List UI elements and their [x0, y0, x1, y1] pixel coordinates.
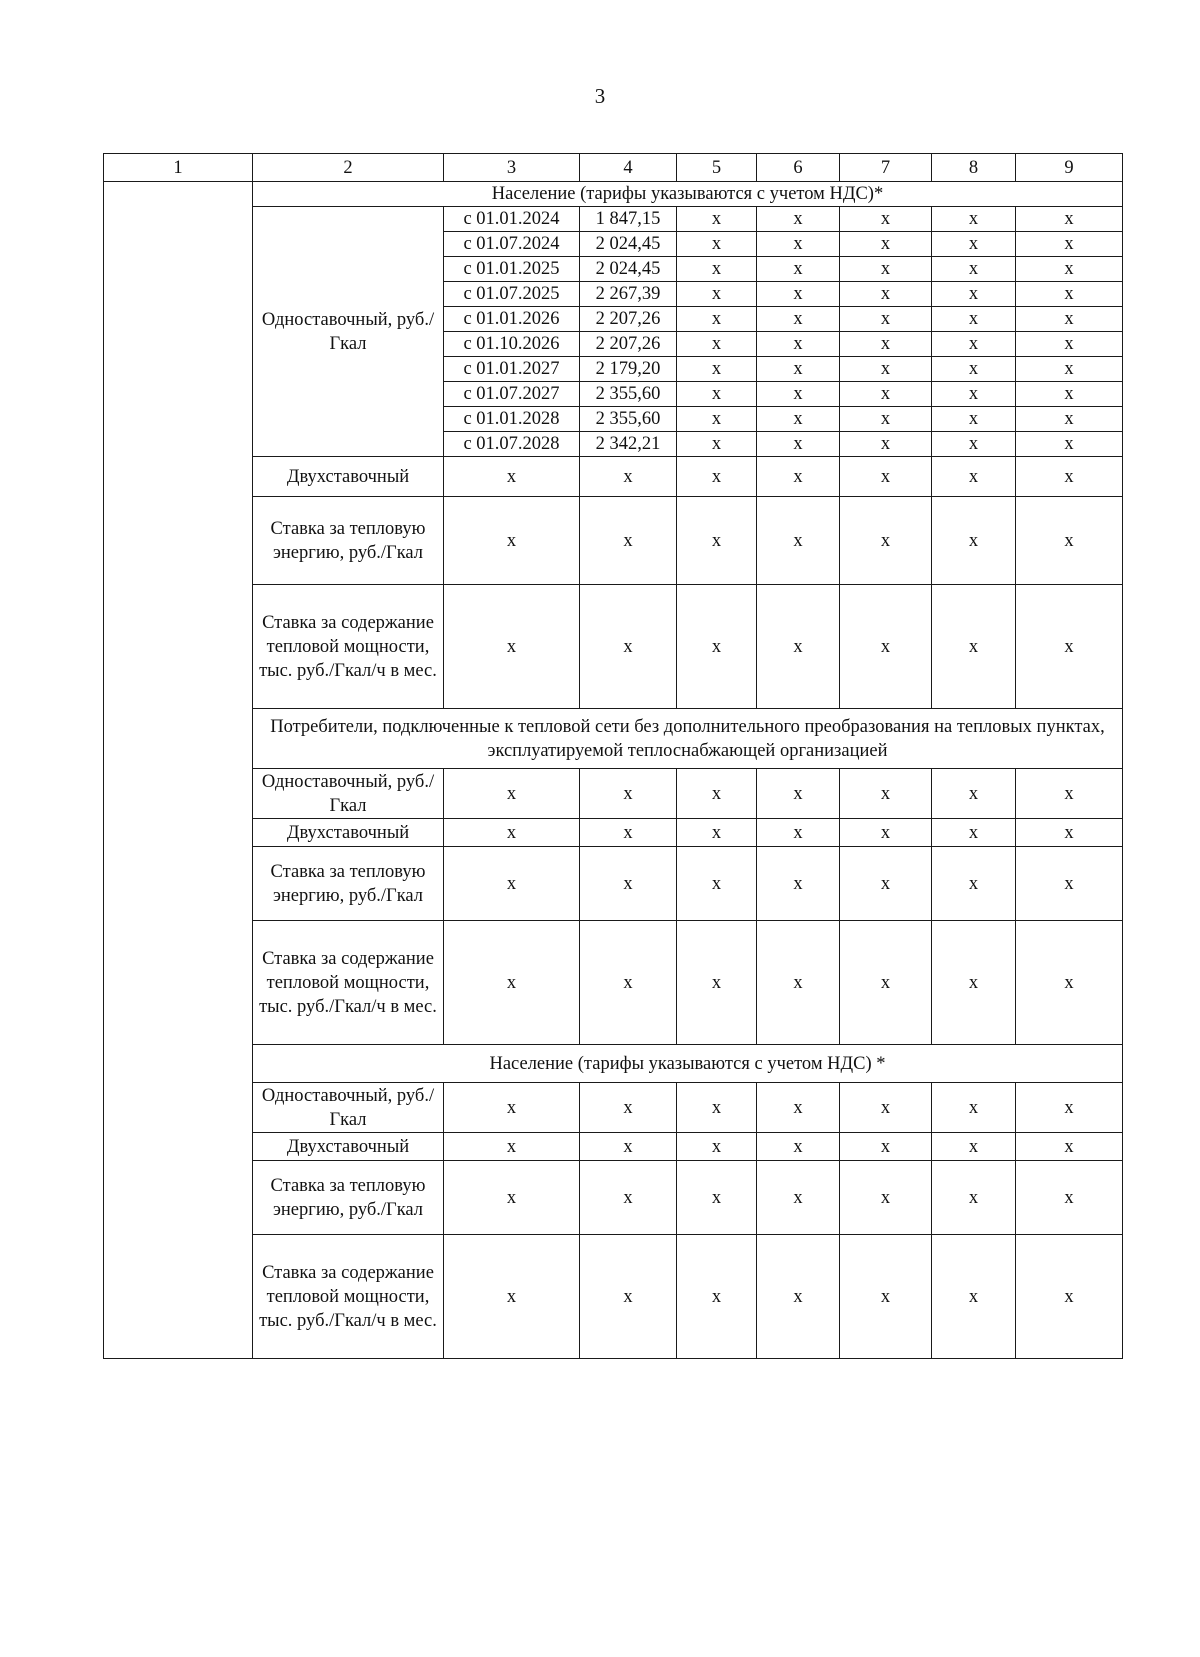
cross-cell: х: [677, 1161, 757, 1235]
cross-cell: х: [677, 769, 757, 819]
cross-cell: х: [932, 921, 1016, 1045]
cross-cell: х: [1016, 282, 1123, 307]
rate-row: [104, 1083, 1123, 1133]
cross-cell: х: [1016, 332, 1123, 357]
cross-cell: х: [677, 307, 757, 332]
cross-cell: х: [757, 1235, 840, 1359]
column-header: 3: [444, 154, 580, 182]
cross-cell: х: [677, 332, 757, 357]
cross-cell: х: [840, 585, 932, 709]
cross-cell: х: [1016, 1083, 1123, 1133]
cross-cell: х: [677, 497, 757, 585]
cross-cell: х: [580, 585, 677, 709]
cross-cell: х: [677, 282, 757, 307]
cross-cell: х: [932, 332, 1016, 357]
cross-cell: х: [840, 847, 932, 921]
cross-cell: х: [757, 847, 840, 921]
cross-cell: х: [580, 819, 677, 847]
cross-cell: х: [444, 819, 580, 847]
cross-cell: х: [932, 769, 1016, 819]
cross-cell: х: [840, 1235, 932, 1359]
cross-cell: х: [444, 497, 580, 585]
cross-cell: х: [1016, 307, 1123, 332]
cross-cell: х: [840, 819, 932, 847]
cross-cell: х: [932, 232, 1016, 257]
cross-cell: х: [932, 307, 1016, 332]
cross-cell: х: [1016, 357, 1123, 382]
period-date: с 01.07.2025: [444, 282, 580, 307]
cross-cell: х: [932, 585, 1016, 709]
cross-cell: х: [1016, 232, 1123, 257]
cross-cell: х: [757, 282, 840, 307]
rate-row: [104, 585, 1123, 709]
tariff-value: 1 847,15: [580, 207, 677, 232]
tariff-value: 2 267,39: [580, 282, 677, 307]
cross-cell: х: [580, 1161, 677, 1235]
cross-cell: х: [757, 232, 840, 257]
cross-cell: х: [757, 457, 840, 497]
tariff-value: 2 179,20: [580, 357, 677, 382]
cross-cell: х: [757, 819, 840, 847]
cross-cell: х: [444, 585, 580, 709]
cross-cell: х: [840, 307, 932, 332]
single-rate-label: Одноставочный, руб./Гкал: [253, 769, 444, 819]
cross-cell: х: [444, 847, 580, 921]
cross-cell: х: [444, 457, 580, 497]
section-title: Население (тарифы указываются с учетом НДС) *: [253, 1045, 1123, 1083]
capacity-rate-label: Ставка за содержание тепловой мощности, тыс. руб./Гкал/ч в мес.: [253, 921, 444, 1045]
cross-cell: х: [677, 819, 757, 847]
cross-cell: х: [757, 769, 840, 819]
tariff-value: 2 342,21: [580, 432, 677, 457]
cross-cell: х: [1016, 1133, 1123, 1161]
cross-cell: х: [840, 1133, 932, 1161]
cross-cell: х: [932, 407, 1016, 432]
cross-cell: х: [932, 357, 1016, 382]
cross-cell: х: [840, 282, 932, 307]
cross-cell: х: [840, 769, 932, 819]
period-row: [104, 207, 1123, 232]
cross-cell: х: [757, 1133, 840, 1161]
cross-cell: х: [757, 921, 840, 1045]
rate-row: [104, 497, 1123, 585]
cross-cell: х: [444, 769, 580, 819]
single-rate-label: Одноставочный, руб./Гкал: [253, 207, 444, 457]
cross-cell: х: [677, 232, 757, 257]
page-number: 3: [594, 84, 606, 108]
tariff-value: 2 355,60: [580, 407, 677, 432]
empty-col-1: [104, 182, 253, 1359]
cross-cell: х: [580, 1133, 677, 1161]
period-date: с 01.10.2026: [444, 332, 580, 357]
cross-cell: х: [840, 497, 932, 585]
cross-cell: х: [757, 332, 840, 357]
cross-cell: х: [677, 1083, 757, 1133]
cross-cell: х: [444, 1161, 580, 1235]
cross-cell: х: [840, 407, 932, 432]
capacity-rate-label: Ставка за содержание тепловой мощности, тыс. руб./Гкал/ч в мес.: [253, 1235, 444, 1359]
cross-cell: х: [1016, 819, 1123, 847]
cross-cell: х: [1016, 457, 1123, 497]
cross-cell: х: [840, 332, 932, 357]
capacity-rate-label: Ставка за содержание тепловой мощности, тыс. руб./Гкал/ч в мес.: [253, 585, 444, 709]
cross-cell: х: [444, 1133, 580, 1161]
cross-cell: х: [1016, 382, 1123, 407]
rate-row: [104, 921, 1123, 1045]
cross-cell: х: [677, 432, 757, 457]
cross-cell: х: [932, 282, 1016, 307]
column-header: 4: [580, 154, 677, 182]
cross-cell: х: [840, 357, 932, 382]
period-date: с 01.01.2024: [444, 207, 580, 232]
cross-cell: х: [580, 921, 677, 1045]
column-header: 9: [1016, 154, 1123, 182]
cross-cell: х: [932, 497, 1016, 585]
cross-cell: х: [677, 357, 757, 382]
cross-cell: х: [1016, 769, 1123, 819]
cross-cell: х: [444, 921, 580, 1045]
cross-cell: х: [840, 921, 932, 1045]
column-header: 2: [253, 154, 444, 182]
column-number-row: [104, 154, 1123, 182]
cross-cell: х: [677, 847, 757, 921]
rate-row: [104, 847, 1123, 921]
tariff-value: 2 207,26: [580, 332, 677, 357]
section-title-row: [104, 182, 1123, 207]
cross-cell: х: [1016, 432, 1123, 457]
energy-rate-label: Ставка за тепловую энергию, руб./Гкал: [253, 497, 444, 585]
cross-cell: х: [677, 1133, 757, 1161]
two-rate-label: Двухставочный: [253, 819, 444, 847]
rate-row: [104, 1235, 1123, 1359]
cross-cell: х: [840, 382, 932, 407]
cross-cell: х: [580, 1083, 677, 1133]
cross-cell: х: [677, 382, 757, 407]
tariff-value: 2 024,45: [580, 257, 677, 282]
cross-cell: х: [757, 432, 840, 457]
cross-cell: х: [932, 457, 1016, 497]
energy-rate-label: Ставка за тепловую энергию, руб./Гкал: [253, 847, 444, 921]
cross-cell: х: [840, 1083, 932, 1133]
cross-cell: х: [580, 847, 677, 921]
cross-cell: х: [1016, 257, 1123, 282]
cross-cell: х: [677, 585, 757, 709]
cross-cell: х: [1016, 921, 1123, 1045]
tariff-table: [103, 153, 1123, 1359]
cross-cell: х: [1016, 847, 1123, 921]
cross-cell: х: [1016, 1161, 1123, 1235]
cross-cell: х: [757, 585, 840, 709]
tariff-value: 2 355,60: [580, 382, 677, 407]
cross-cell: х: [840, 457, 932, 497]
column-header: 8: [932, 154, 1016, 182]
section-title-row: [104, 1045, 1123, 1083]
rate-row: [104, 1133, 1123, 1161]
section-title: Население (тарифы указываются с учетом НДС)*: [253, 182, 1123, 207]
cross-cell: х: [677, 457, 757, 497]
period-date: с 01.07.2027: [444, 382, 580, 407]
cross-cell: х: [757, 1083, 840, 1133]
cross-cell: х: [1016, 585, 1123, 709]
period-date: с 01.01.2026: [444, 307, 580, 332]
tariff-value: 2 024,45: [580, 232, 677, 257]
cross-cell: х: [580, 457, 677, 497]
cross-cell: х: [677, 207, 757, 232]
cross-cell: х: [677, 257, 757, 282]
cross-cell: х: [757, 307, 840, 332]
cross-cell: х: [932, 1133, 1016, 1161]
column-header: 5: [677, 154, 757, 182]
cross-cell: х: [840, 232, 932, 257]
cross-cell: х: [677, 407, 757, 432]
two-rate-label: Двухставочный: [253, 457, 444, 497]
cross-cell: х: [1016, 207, 1123, 232]
cross-cell: х: [580, 1235, 677, 1359]
cross-cell: х: [580, 769, 677, 819]
cross-cell: х: [757, 207, 840, 232]
cross-cell: х: [757, 257, 840, 282]
cross-cell: х: [932, 847, 1016, 921]
cross-cell: х: [932, 432, 1016, 457]
period-date: с 01.01.2027: [444, 357, 580, 382]
cross-cell: х: [840, 432, 932, 457]
column-header: 6: [757, 154, 840, 182]
cross-cell: х: [444, 1083, 580, 1133]
energy-rate-label: Ставка за тепловую энергию, руб./Гкал: [253, 1161, 444, 1235]
two-rate-label: Двухставочный: [253, 1133, 444, 1161]
single-rate-label: Одноставочный, руб./Гкал: [253, 1083, 444, 1133]
cross-cell: х: [677, 921, 757, 1045]
cross-cell: х: [932, 207, 1016, 232]
section-title-row: [104, 709, 1123, 769]
cross-cell: х: [444, 1235, 580, 1359]
cross-cell: х: [757, 1161, 840, 1235]
cross-cell: х: [840, 1161, 932, 1235]
cross-cell: х: [757, 407, 840, 432]
cross-cell: х: [677, 1235, 757, 1359]
cross-cell: х: [1016, 407, 1123, 432]
cross-cell: х: [932, 1235, 1016, 1359]
column-header: 7: [840, 154, 932, 182]
period-date: с 01.01.2028: [444, 407, 580, 432]
cross-cell: х: [932, 1083, 1016, 1133]
rate-row: [104, 819, 1123, 847]
rate-row: [104, 457, 1123, 497]
cross-cell: х: [1016, 497, 1123, 585]
cross-cell: х: [932, 257, 1016, 282]
cross-cell: х: [1016, 1235, 1123, 1359]
rate-row: [104, 1161, 1123, 1235]
cross-cell: х: [932, 1161, 1016, 1235]
cross-cell: х: [757, 497, 840, 585]
cross-cell: х: [932, 819, 1016, 847]
column-header: 1: [104, 154, 253, 182]
cross-cell: х: [757, 382, 840, 407]
section-title: Потребители, подключенные к тепловой сети без дополнительного преобразования на тепловых пунктах, эксплуатируемой теплоснабжающей организацией: [253, 709, 1123, 769]
cross-cell: х: [757, 357, 840, 382]
period-date: с 01.07.2024: [444, 232, 580, 257]
period-date: с 01.07.2028: [444, 432, 580, 457]
cross-cell: х: [840, 207, 932, 232]
period-date: с 01.01.2025: [444, 257, 580, 282]
cross-cell: х: [932, 382, 1016, 407]
cross-cell: х: [580, 497, 677, 585]
tariff-value: 2 207,26: [580, 307, 677, 332]
cross-cell: х: [840, 257, 932, 282]
rate-row: [104, 769, 1123, 819]
